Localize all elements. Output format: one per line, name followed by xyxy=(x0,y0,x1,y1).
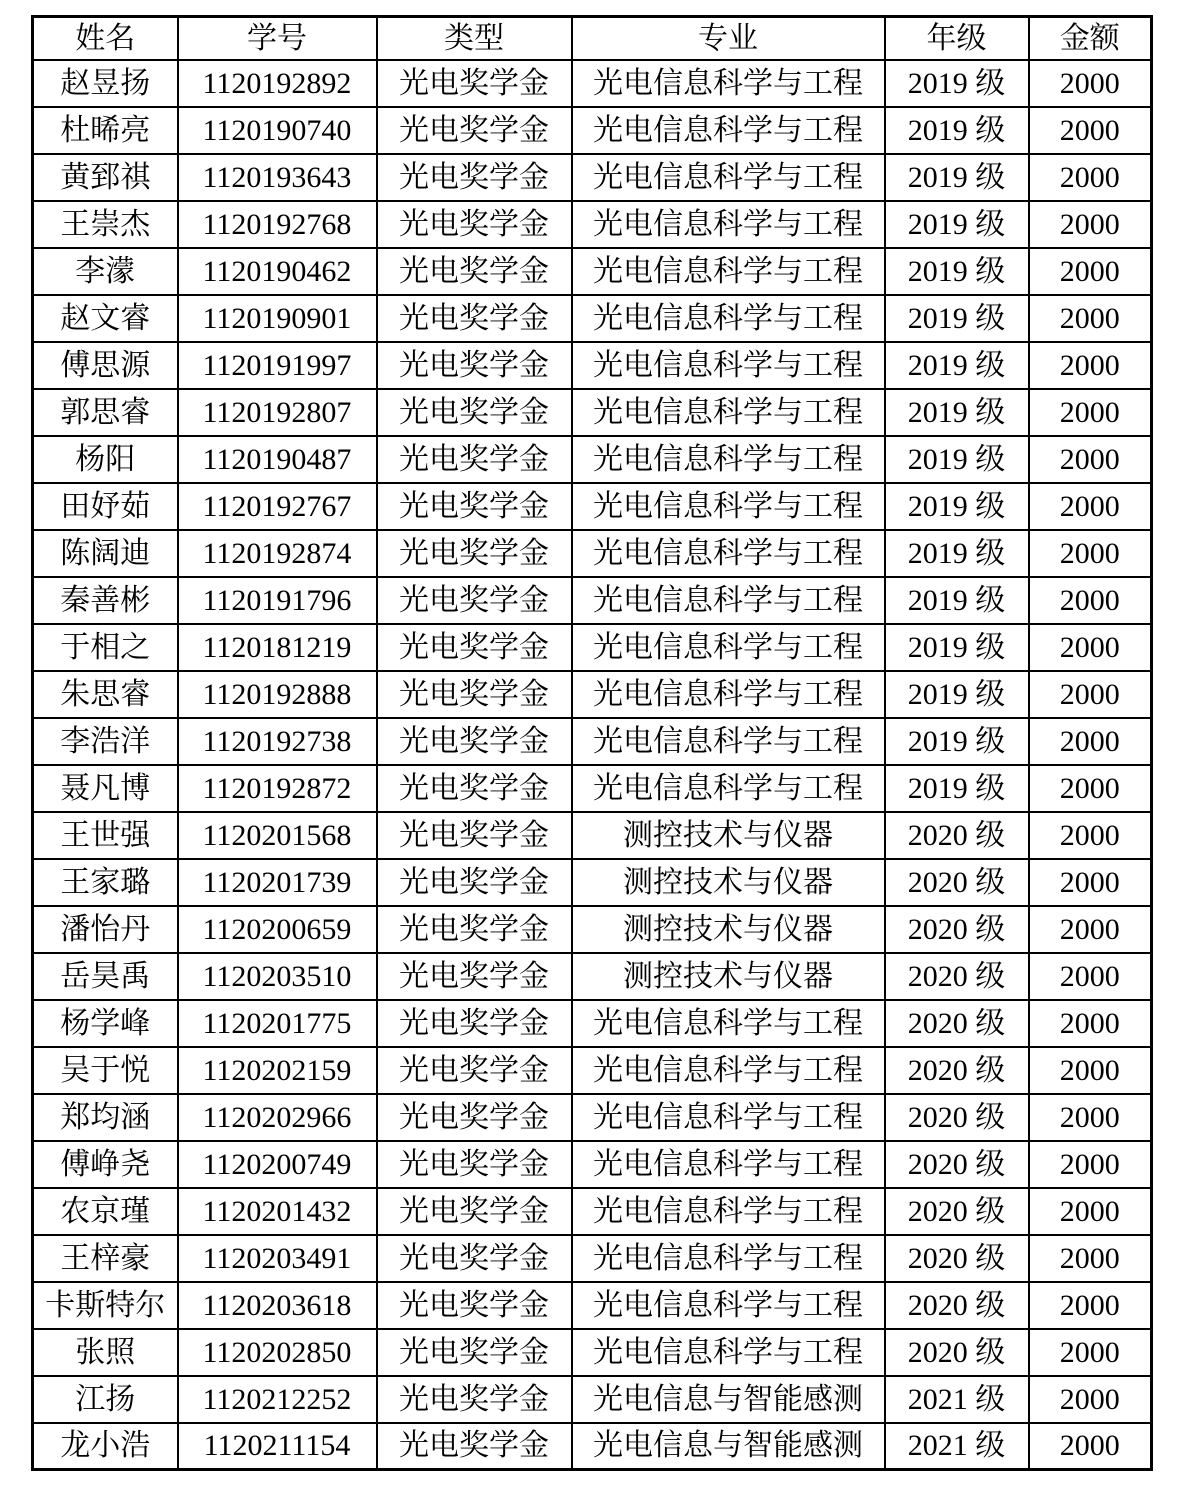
cell-major: 光电信息科学与工程 xyxy=(572,1235,885,1282)
cell-major: 光电信息科学与工程 xyxy=(572,624,885,671)
cell-major: 测控技术与仪器 xyxy=(572,812,885,859)
table-row xyxy=(33,1141,1152,1188)
table-row xyxy=(33,530,1152,577)
cell-type: 光电奖学金 xyxy=(377,342,572,389)
cell-amount: 2000 xyxy=(1029,201,1152,248)
table-body xyxy=(33,60,1152,1470)
cell-type: 光电奖学金 xyxy=(377,859,572,906)
cell-grade: 2020 级 xyxy=(885,1047,1029,1094)
table-row xyxy=(33,577,1152,624)
cell-type: 光电奖学金 xyxy=(377,295,572,342)
cell-name: 朱思睿 xyxy=(33,671,178,718)
cell-name: 傅峥尧 xyxy=(33,1141,178,1188)
cell-type: 光电奖学金 xyxy=(377,1141,572,1188)
cell-grade: 2021 级 xyxy=(885,1423,1029,1470)
table-row xyxy=(33,295,1152,342)
cell-grade: 2020 级 xyxy=(885,1235,1029,1282)
cell-student-id: 1120201568 xyxy=(178,812,377,859)
cell-major: 光电信息科学与工程 xyxy=(572,342,885,389)
cell-major: 光电信息科学与工程 xyxy=(572,1000,885,1047)
table-row xyxy=(33,1423,1152,1470)
cell-grade: 2019 级 xyxy=(885,436,1029,483)
cell-name: 秦善彬 xyxy=(33,577,178,624)
cell-type: 光电奖学金 xyxy=(377,1235,572,1282)
column-header-type: 类型 xyxy=(377,17,572,60)
cell-major: 光电信息科学与工程 xyxy=(572,295,885,342)
cell-grade: 2019 级 xyxy=(885,577,1029,624)
cell-major: 光电信息科学与工程 xyxy=(572,60,885,107)
cell-grade: 2019 级 xyxy=(885,342,1029,389)
cell-student-id: 1120190487 xyxy=(178,436,377,483)
cell-type: 光电奖学金 xyxy=(377,624,572,671)
cell-amount: 2000 xyxy=(1029,389,1152,436)
cell-student-id: 1120192888 xyxy=(178,671,377,718)
cell-name: 王世强 xyxy=(33,812,178,859)
cell-grade: 2020 级 xyxy=(885,1094,1029,1141)
cell-student-id: 1120202850 xyxy=(178,1329,377,1376)
cell-amount: 2000 xyxy=(1029,577,1152,624)
cell-name: 潘怡丹 xyxy=(33,906,178,953)
cell-grade: 2019 级 xyxy=(885,624,1029,671)
cell-major: 光电信息科学与工程 xyxy=(572,671,885,718)
column-header-major: 专业 xyxy=(572,17,885,60)
cell-amount: 2000 xyxy=(1029,107,1152,154)
table-row xyxy=(33,671,1152,718)
cell-grade: 2019 级 xyxy=(885,60,1029,107)
cell-type: 光电奖学金 xyxy=(377,1000,572,1047)
cell-major: 光电信息科学与工程 xyxy=(572,154,885,201)
cell-student-id: 1120201739 xyxy=(178,859,377,906)
cell-major: 光电信息科学与工程 xyxy=(572,107,885,154)
cell-name: 岳昊禹 xyxy=(33,953,178,1000)
cell-major: 测控技术与仪器 xyxy=(572,859,885,906)
cell-student-id: 1120191796 xyxy=(178,577,377,624)
cell-grade: 2019 级 xyxy=(885,671,1029,718)
cell-amount: 2000 xyxy=(1029,60,1152,107)
table-row xyxy=(33,718,1152,765)
cell-type: 光电奖学金 xyxy=(377,765,572,812)
cell-type: 光电奖学金 xyxy=(377,389,572,436)
table-row xyxy=(33,1188,1152,1235)
cell-student-id: 1120192872 xyxy=(178,765,377,812)
cell-type: 光电奖学金 xyxy=(377,953,572,1000)
table-row xyxy=(33,1376,1152,1423)
cell-type: 光电奖学金 xyxy=(377,1282,572,1329)
cell-amount: 2000 xyxy=(1029,436,1152,483)
table-row xyxy=(33,1094,1152,1141)
cell-major: 光电信息科学与工程 xyxy=(572,389,885,436)
table-row xyxy=(33,1282,1152,1329)
cell-student-id: 1120211154 xyxy=(178,1423,377,1470)
table-row xyxy=(33,154,1152,201)
cell-major: 光电信息科学与工程 xyxy=(572,1329,885,1376)
cell-type: 光电奖学金 xyxy=(377,154,572,201)
cell-major: 测控技术与仪器 xyxy=(572,906,885,953)
table-row xyxy=(33,812,1152,859)
scholarship-table xyxy=(31,15,1153,1471)
cell-name: 杨学峰 xyxy=(33,1000,178,1047)
column-header-student-id: 学号 xyxy=(178,17,377,60)
cell-name: 田妤茹 xyxy=(33,483,178,530)
cell-student-id: 1120202159 xyxy=(178,1047,377,1094)
cell-student-id: 1120191997 xyxy=(178,342,377,389)
cell-student-id: 1120203510 xyxy=(178,953,377,1000)
cell-name: 江扬 xyxy=(33,1376,178,1423)
cell-student-id: 1120193643 xyxy=(178,154,377,201)
cell-type: 光电奖学金 xyxy=(377,436,572,483)
cell-grade: 2020 级 xyxy=(885,859,1029,906)
cell-major: 光电信息科学与工程 xyxy=(572,483,885,530)
cell-type: 光电奖学金 xyxy=(377,718,572,765)
cell-name: 王梓豪 xyxy=(33,1235,178,1282)
cell-name: 吴于悦 xyxy=(33,1047,178,1094)
cell-amount: 2000 xyxy=(1029,765,1152,812)
cell-major: 光电信息科学与工程 xyxy=(572,718,885,765)
cell-amount: 2000 xyxy=(1029,859,1152,906)
cell-name: 赵文睿 xyxy=(33,295,178,342)
cell-major: 光电信息科学与工程 xyxy=(572,248,885,295)
cell-grade: 2021 级 xyxy=(885,1376,1029,1423)
table-row xyxy=(33,342,1152,389)
table-row xyxy=(33,60,1152,107)
cell-name: 李濛 xyxy=(33,248,178,295)
cell-grade: 2019 级 xyxy=(885,530,1029,577)
cell-type: 光电奖学金 xyxy=(377,577,572,624)
cell-name: 李浩洋 xyxy=(33,718,178,765)
cell-amount: 2000 xyxy=(1029,483,1152,530)
cell-amount: 2000 xyxy=(1029,671,1152,718)
cell-amount: 2000 xyxy=(1029,906,1152,953)
cell-amount: 2000 xyxy=(1029,295,1152,342)
cell-amount: 2000 xyxy=(1029,154,1152,201)
cell-amount: 2000 xyxy=(1029,624,1152,671)
cell-student-id: 1120190462 xyxy=(178,248,377,295)
cell-student-id: 1120192767 xyxy=(178,483,377,530)
cell-type: 光电奖学金 xyxy=(377,1188,572,1235)
cell-major: 光电信息与智能感测 xyxy=(572,1376,885,1423)
cell-grade: 2019 级 xyxy=(885,389,1029,436)
cell-student-id: 1120200659 xyxy=(178,906,377,953)
cell-amount: 2000 xyxy=(1029,248,1152,295)
cell-student-id: 1120192892 xyxy=(178,60,377,107)
cell-amount: 2000 xyxy=(1029,812,1152,859)
table-row xyxy=(33,765,1152,812)
cell-amount: 2000 xyxy=(1029,718,1152,765)
cell-grade: 2020 级 xyxy=(885,1188,1029,1235)
cell-student-id: 1120192874 xyxy=(178,530,377,577)
cell-student-id: 1120201775 xyxy=(178,1000,377,1047)
table-row xyxy=(33,953,1152,1000)
cell-name: 龙小浩 xyxy=(33,1423,178,1470)
cell-name: 郭思睿 xyxy=(33,389,178,436)
cell-name: 赵昱扬 xyxy=(33,60,178,107)
table-header xyxy=(33,17,1152,60)
cell-name: 傅思源 xyxy=(33,342,178,389)
cell-student-id: 1120192738 xyxy=(178,718,377,765)
header-row xyxy=(33,17,1152,60)
cell-amount: 2000 xyxy=(1029,1282,1152,1329)
cell-grade: 2020 级 xyxy=(885,1282,1029,1329)
table-row xyxy=(33,859,1152,906)
table-row xyxy=(33,624,1152,671)
cell-type: 光电奖学金 xyxy=(377,1094,572,1141)
cell-type: 光电奖学金 xyxy=(377,1376,572,1423)
cell-grade: 2020 级 xyxy=(885,1000,1029,1047)
table-row xyxy=(33,201,1152,248)
cell-name: 王崇杰 xyxy=(33,201,178,248)
cell-major: 光电信息科学与工程 xyxy=(572,1282,885,1329)
cell-amount: 2000 xyxy=(1029,1141,1152,1188)
cell-student-id: 1120212252 xyxy=(178,1376,377,1423)
cell-type: 光电奖学金 xyxy=(377,483,572,530)
table-row xyxy=(33,906,1152,953)
cell-name: 黄郅祺 xyxy=(33,154,178,201)
table-row xyxy=(33,436,1152,483)
cell-type: 光电奖学金 xyxy=(377,201,572,248)
cell-major: 测控技术与仪器 xyxy=(572,953,885,1000)
cell-type: 光电奖学金 xyxy=(377,1329,572,1376)
cell-type: 光电奖学金 xyxy=(377,906,572,953)
cell-grade: 2019 级 xyxy=(885,107,1029,154)
column-header-name: 姓名 xyxy=(33,17,178,60)
cell-amount: 2000 xyxy=(1029,1376,1152,1423)
cell-student-id: 1120190901 xyxy=(178,295,377,342)
cell-grade: 2020 级 xyxy=(885,953,1029,1000)
cell-student-id: 1120192807 xyxy=(178,389,377,436)
table-row xyxy=(33,483,1152,530)
cell-amount: 2000 xyxy=(1029,1000,1152,1047)
cell-grade: 2019 级 xyxy=(885,483,1029,530)
cell-amount: 2000 xyxy=(1029,342,1152,389)
cell-amount: 2000 xyxy=(1029,1047,1152,1094)
cell-major: 光电信息科学与工程 xyxy=(572,201,885,248)
table-row xyxy=(33,107,1152,154)
cell-name: 陈阔迪 xyxy=(33,530,178,577)
cell-major: 光电信息科学与工程 xyxy=(572,1188,885,1235)
cell-grade: 2019 级 xyxy=(885,201,1029,248)
cell-major: 光电信息科学与工程 xyxy=(572,1141,885,1188)
cell-type: 光电奖学金 xyxy=(377,530,572,577)
cell-grade: 2019 级 xyxy=(885,765,1029,812)
table-row xyxy=(33,1235,1152,1282)
cell-name: 杨阳 xyxy=(33,436,178,483)
cell-type: 光电奖学金 xyxy=(377,107,572,154)
cell-amount: 2000 xyxy=(1029,530,1152,577)
cell-major: 光电信息科学与工程 xyxy=(572,577,885,624)
cell-student-id: 1120181219 xyxy=(178,624,377,671)
cell-student-id: 1120203491 xyxy=(178,1235,377,1282)
cell-amount: 2000 xyxy=(1029,1235,1152,1282)
cell-student-id: 1120202966 xyxy=(178,1094,377,1141)
cell-major: 光电信息科学与工程 xyxy=(572,765,885,812)
cell-major: 光电信息科学与工程 xyxy=(572,1047,885,1094)
cell-amount: 2000 xyxy=(1029,1329,1152,1376)
cell-type: 光电奖学金 xyxy=(377,1047,572,1094)
column-header-amount: 金额 xyxy=(1029,17,1152,60)
cell-type: 光电奖学金 xyxy=(377,812,572,859)
cell-name: 杜晞亮 xyxy=(33,107,178,154)
cell-name: 农京瑾 xyxy=(33,1188,178,1235)
cell-student-id: 1120192768 xyxy=(178,201,377,248)
cell-grade: 2019 级 xyxy=(885,154,1029,201)
cell-amount: 2000 xyxy=(1029,953,1152,1000)
cell-student-id: 1120201432 xyxy=(178,1188,377,1235)
cell-name: 卡斯特尔 xyxy=(33,1282,178,1329)
cell-grade: 2020 级 xyxy=(885,1329,1029,1376)
column-header-grade: 年级 xyxy=(885,17,1029,60)
cell-name: 于相之 xyxy=(33,624,178,671)
cell-grade: 2019 级 xyxy=(885,718,1029,765)
cell-student-id: 1120203618 xyxy=(178,1282,377,1329)
table-row xyxy=(33,389,1152,436)
cell-amount: 2000 xyxy=(1029,1423,1152,1470)
cell-major: 光电信息与智能感测 xyxy=(572,1423,885,1470)
cell-amount: 2000 xyxy=(1029,1094,1152,1141)
cell-grade: 2019 级 xyxy=(885,295,1029,342)
cell-grade: 2020 级 xyxy=(885,812,1029,859)
cell-amount: 2000 xyxy=(1029,1188,1152,1235)
table-row xyxy=(33,1047,1152,1094)
cell-major: 光电信息科学与工程 xyxy=(572,1094,885,1141)
cell-major: 光电信息科学与工程 xyxy=(572,436,885,483)
cell-name: 王家璐 xyxy=(33,859,178,906)
table-row xyxy=(33,248,1152,295)
cell-name: 张照 xyxy=(33,1329,178,1376)
cell-type: 光电奖学金 xyxy=(377,671,572,718)
cell-type: 光电奖学金 xyxy=(377,60,572,107)
cell-type: 光电奖学金 xyxy=(377,1423,572,1470)
table-row xyxy=(33,1329,1152,1376)
cell-name: 聂凡博 xyxy=(33,765,178,812)
cell-type: 光电奖学金 xyxy=(377,248,572,295)
cell-student-id: 1120190740 xyxy=(178,107,377,154)
cell-name: 郑均涵 xyxy=(33,1094,178,1141)
cell-student-id: 1120200749 xyxy=(178,1141,377,1188)
cell-grade: 2019 级 xyxy=(885,248,1029,295)
cell-grade: 2020 级 xyxy=(885,1141,1029,1188)
cell-major: 光电信息科学与工程 xyxy=(572,530,885,577)
table-row xyxy=(33,1000,1152,1047)
cell-grade: 2020 级 xyxy=(885,906,1029,953)
